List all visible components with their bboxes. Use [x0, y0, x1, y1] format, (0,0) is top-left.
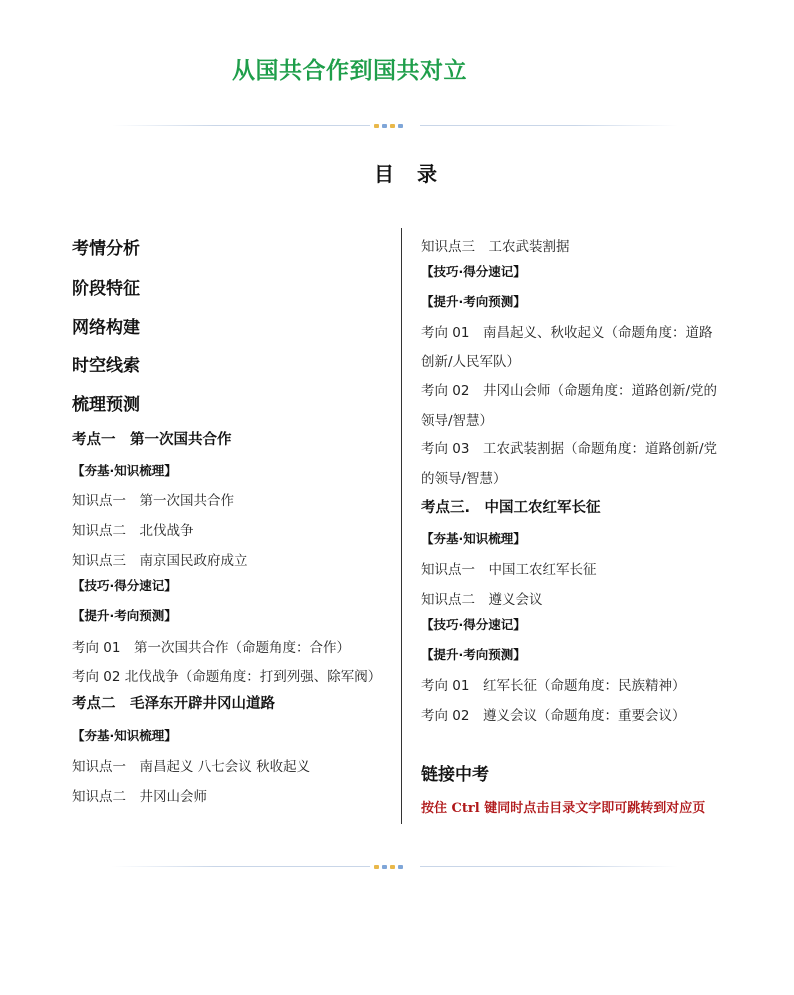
- divider-ornament: [374, 122, 416, 130]
- toc-tag-jiqiao[interactable]: 【技巧·得分速记】: [421, 617, 526, 632]
- toc-tag-tisheng[interactable]: 【提升·考向预测】: [421, 294, 526, 309]
- toc-tag-jiqiao[interactable]: 【技巧·得分速记】: [421, 264, 526, 279]
- toc-link-zsd[interactable]: 知识点三 南京国民政府成立: [72, 553, 248, 569]
- toc-link-zsd[interactable]: 知识点二 遵义会议: [421, 592, 543, 608]
- toc-link-zsd[interactable]: 知识点一 中国工农红军长征: [421, 562, 597, 578]
- toc-link-zsd[interactable]: 知识点一 第一次国共合作: [72, 493, 234, 509]
- document-title: 从国共合作到国共对立: [232, 58, 467, 84]
- column-divider: [401, 228, 402, 824]
- toc-tag-jichu[interactable]: 【夯基·知识梳理】: [72, 728, 177, 743]
- toc-link-kaoqing[interactable]: 考情分析: [72, 239, 140, 259]
- toc-link-kaoxiang-cont[interactable]: 领导/智慧）: [421, 413, 494, 429]
- toc-link-kaoxiang[interactable]: 考向 02 北伐战争（命题角度：打到列强、除军阀）: [72, 669, 382, 685]
- toc-link-kaoxiang[interactable]: 考向 01 第一次国共合作（命题角度：合作）: [72, 640, 350, 656]
- bottom-divider: [112, 862, 678, 872]
- top-divider: [112, 121, 678, 131]
- toc-link-shikong[interactable]: 时空线索: [72, 356, 140, 376]
- toc-link-kaoxiang[interactable]: 考向 02 井冈山会师（命题角度：道路创新/党的: [421, 383, 718, 399]
- toc-link-zsd[interactable]: 知识点二 北伐战争: [72, 523, 194, 539]
- toc-tag-jiqiao[interactable]: 【技巧·得分速记】: [72, 578, 177, 593]
- toc-link-kaodian-3[interactable]: 考点三. 中国工农红军长征: [421, 500, 601, 516]
- toc-link-kaoxiang-cont[interactable]: 的领导/智慧）: [421, 471, 507, 487]
- toc-link-shuli[interactable]: 梳理预测: [72, 395, 140, 415]
- toc-tag-tisheng[interactable]: 【提升·考向预测】: [72, 608, 177, 623]
- toc-link-lianjie[interactable]: 链接中考: [421, 765, 489, 785]
- toc-tag-jichu[interactable]: 【夯基·知识梳理】: [421, 531, 526, 546]
- toc-link-kaoxiang[interactable]: 考向 01 红军长征（命题角度：民族精神）: [421, 678, 686, 694]
- toc-heading: 目 录: [374, 162, 445, 186]
- toc-link-kaoxiang[interactable]: 考向 02 遵义会议（命题角度：重要会议）: [421, 708, 686, 724]
- divider-ornament: [374, 863, 416, 871]
- toc-link-kaodian-2[interactable]: 考点二 毛泽东开辟井冈山道路: [72, 696, 275, 712]
- toc-link-kaoxiang[interactable]: 考向 01 南昌起义、秋收起义（命题角度：道路: [421, 325, 713, 341]
- toc-tag-tisheng[interactable]: 【提升·考向预测】: [421, 647, 526, 662]
- toc-tag-jichu[interactable]: 【夯基·知识梳理】: [72, 463, 177, 478]
- toc-link-kaodian-1[interactable]: 考点一 第一次国共合作: [72, 432, 232, 448]
- toc-link-wangluo[interactable]: 网络构建: [72, 318, 140, 338]
- toc-link-kaoxiang-cont[interactable]: 创新/人民军队）: [421, 354, 521, 370]
- toc-link-jieduan[interactable]: 阶段特征: [72, 279, 140, 299]
- ctrl-click-hint: 按住 Ctrl 键同时点击目录文字即可跳转到对应页: [421, 801, 706, 816]
- toc-link-kaoxiang[interactable]: 考向 03 工农武装割据（命题角度：道路创新/党: [421, 441, 718, 457]
- toc-link-zsd[interactable]: 知识点二 井冈山会师: [72, 789, 207, 805]
- toc-link-zsd[interactable]: 知识点三 工农武装割据: [421, 239, 570, 255]
- toc-link-zsd[interactable]: 知识点一 南昌起义 八七会议 秋收起义: [72, 759, 311, 775]
